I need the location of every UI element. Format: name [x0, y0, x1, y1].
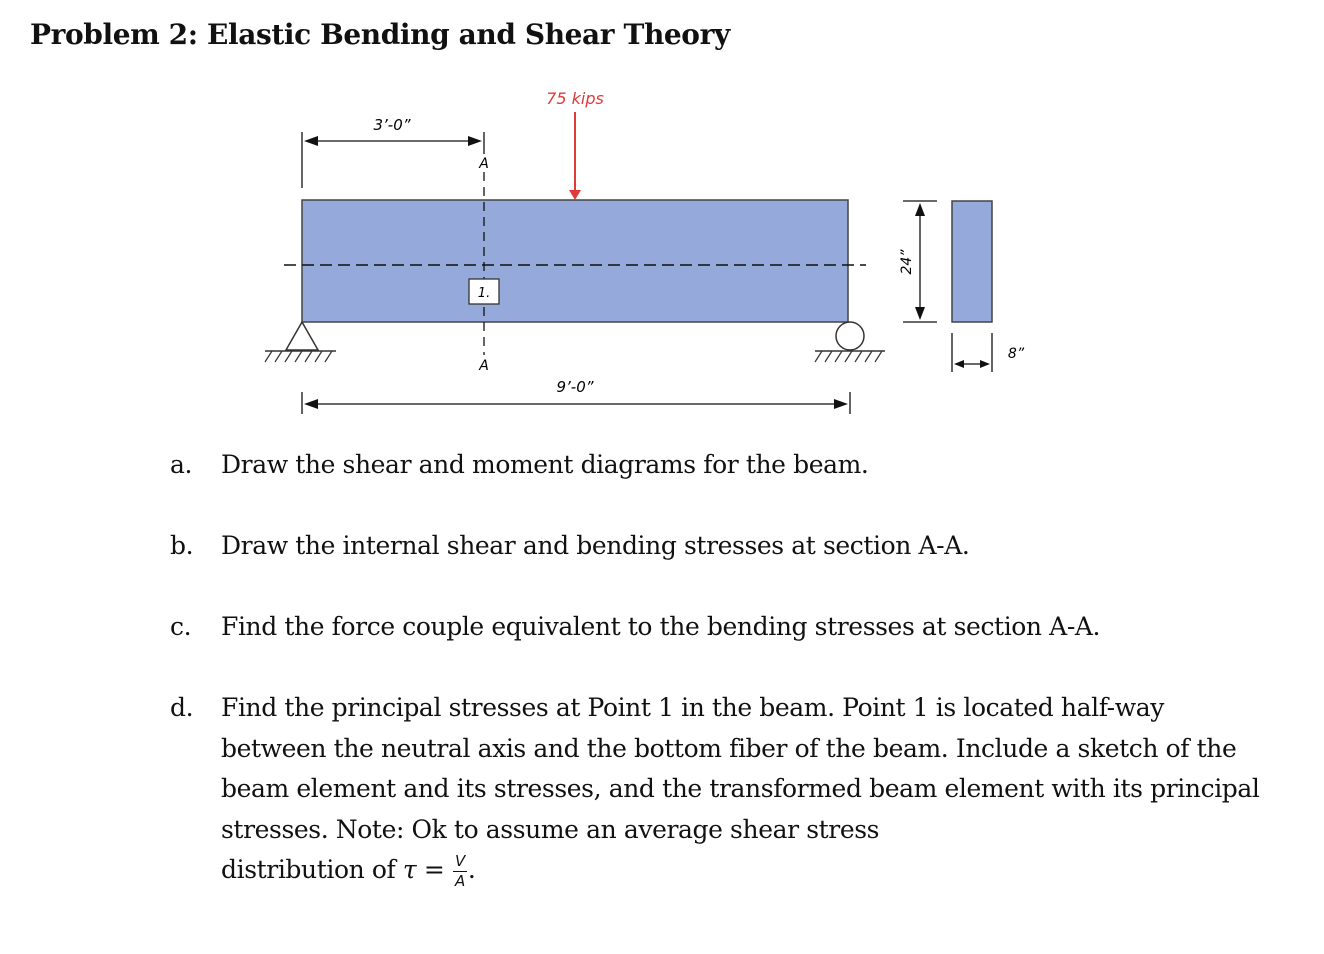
formula-prefix: distribution of: [221, 855, 396, 884]
dim-arrow: [980, 360, 990, 368]
question-text: Find the principal stresses at Point 1 in the beam. Point 1 is located half-way between the neutral axis and the bottom fiber of the beam. Include a sketch of the beam element and its stresses, and the transformed beam element with its principal stresses. Note: Ok to assume an average shear stress: [221, 693, 1260, 844]
question-a: [170, 445, 1271, 486]
shear-stress-fraction: [453, 854, 467, 889]
fraction-numerator: V: [455, 852, 465, 870]
load-arrow-head: [569, 190, 581, 200]
section-label-top: A: [479, 156, 489, 172]
question-letter: d.: [170, 693, 194, 722]
question-body: [221, 688, 1271, 891]
dim-arrow: [304, 399, 318, 409]
cross-section: [952, 201, 992, 322]
formula-period: .: [467, 855, 476, 884]
section-distance-label: 3’-0”: [373, 116, 411, 134]
width-label: 8”: [1007, 346, 1025, 362]
dim-arrow: [834, 399, 848, 409]
equals-sign: =: [423, 855, 445, 884]
span-label: 9’-0”: [556, 378, 594, 396]
tau-symbol: τ: [402, 855, 417, 884]
fraction-denominator: A: [455, 872, 465, 890]
dim-arrow: [915, 307, 925, 320]
roller-support: [815, 322, 885, 362]
question-text: Draw the internal shear and bending stresses at section A-A.: [221, 531, 970, 560]
beam-body: [302, 200, 848, 322]
width-dimension: [952, 333, 992, 372]
dim-arrow: [468, 136, 482, 146]
dim-arrow: [304, 136, 318, 146]
dim-arrow: [954, 360, 964, 368]
dim-arrow: [915, 203, 925, 216]
question-text: Find the force couple equivalent to the bending stresses at section A-A.: [221, 612, 1101, 641]
question-letter: c.: [170, 612, 192, 641]
question-text: Draw the shear and moment diagrams for the beam.: [221, 450, 869, 479]
question-b: [170, 526, 1271, 567]
depth-label: 24”: [899, 249, 915, 275]
question-letter: a.: [170, 450, 193, 479]
question-letter: b.: [170, 531, 194, 560]
pin-support: [265, 322, 336, 362]
point-1-label: 1.: [477, 286, 491, 301]
question-c: [170, 607, 1271, 648]
section-label-bottom: A: [479, 358, 489, 374]
question-d: [170, 688, 1271, 891]
beam-figure: [0, 0, 1324, 440]
load-label: 75 kips: [546, 89, 604, 108]
problem-title: Problem 2: Elastic Bending and Shear Theory: [30, 18, 730, 51]
section-distance-dimension: [302, 132, 484, 188]
